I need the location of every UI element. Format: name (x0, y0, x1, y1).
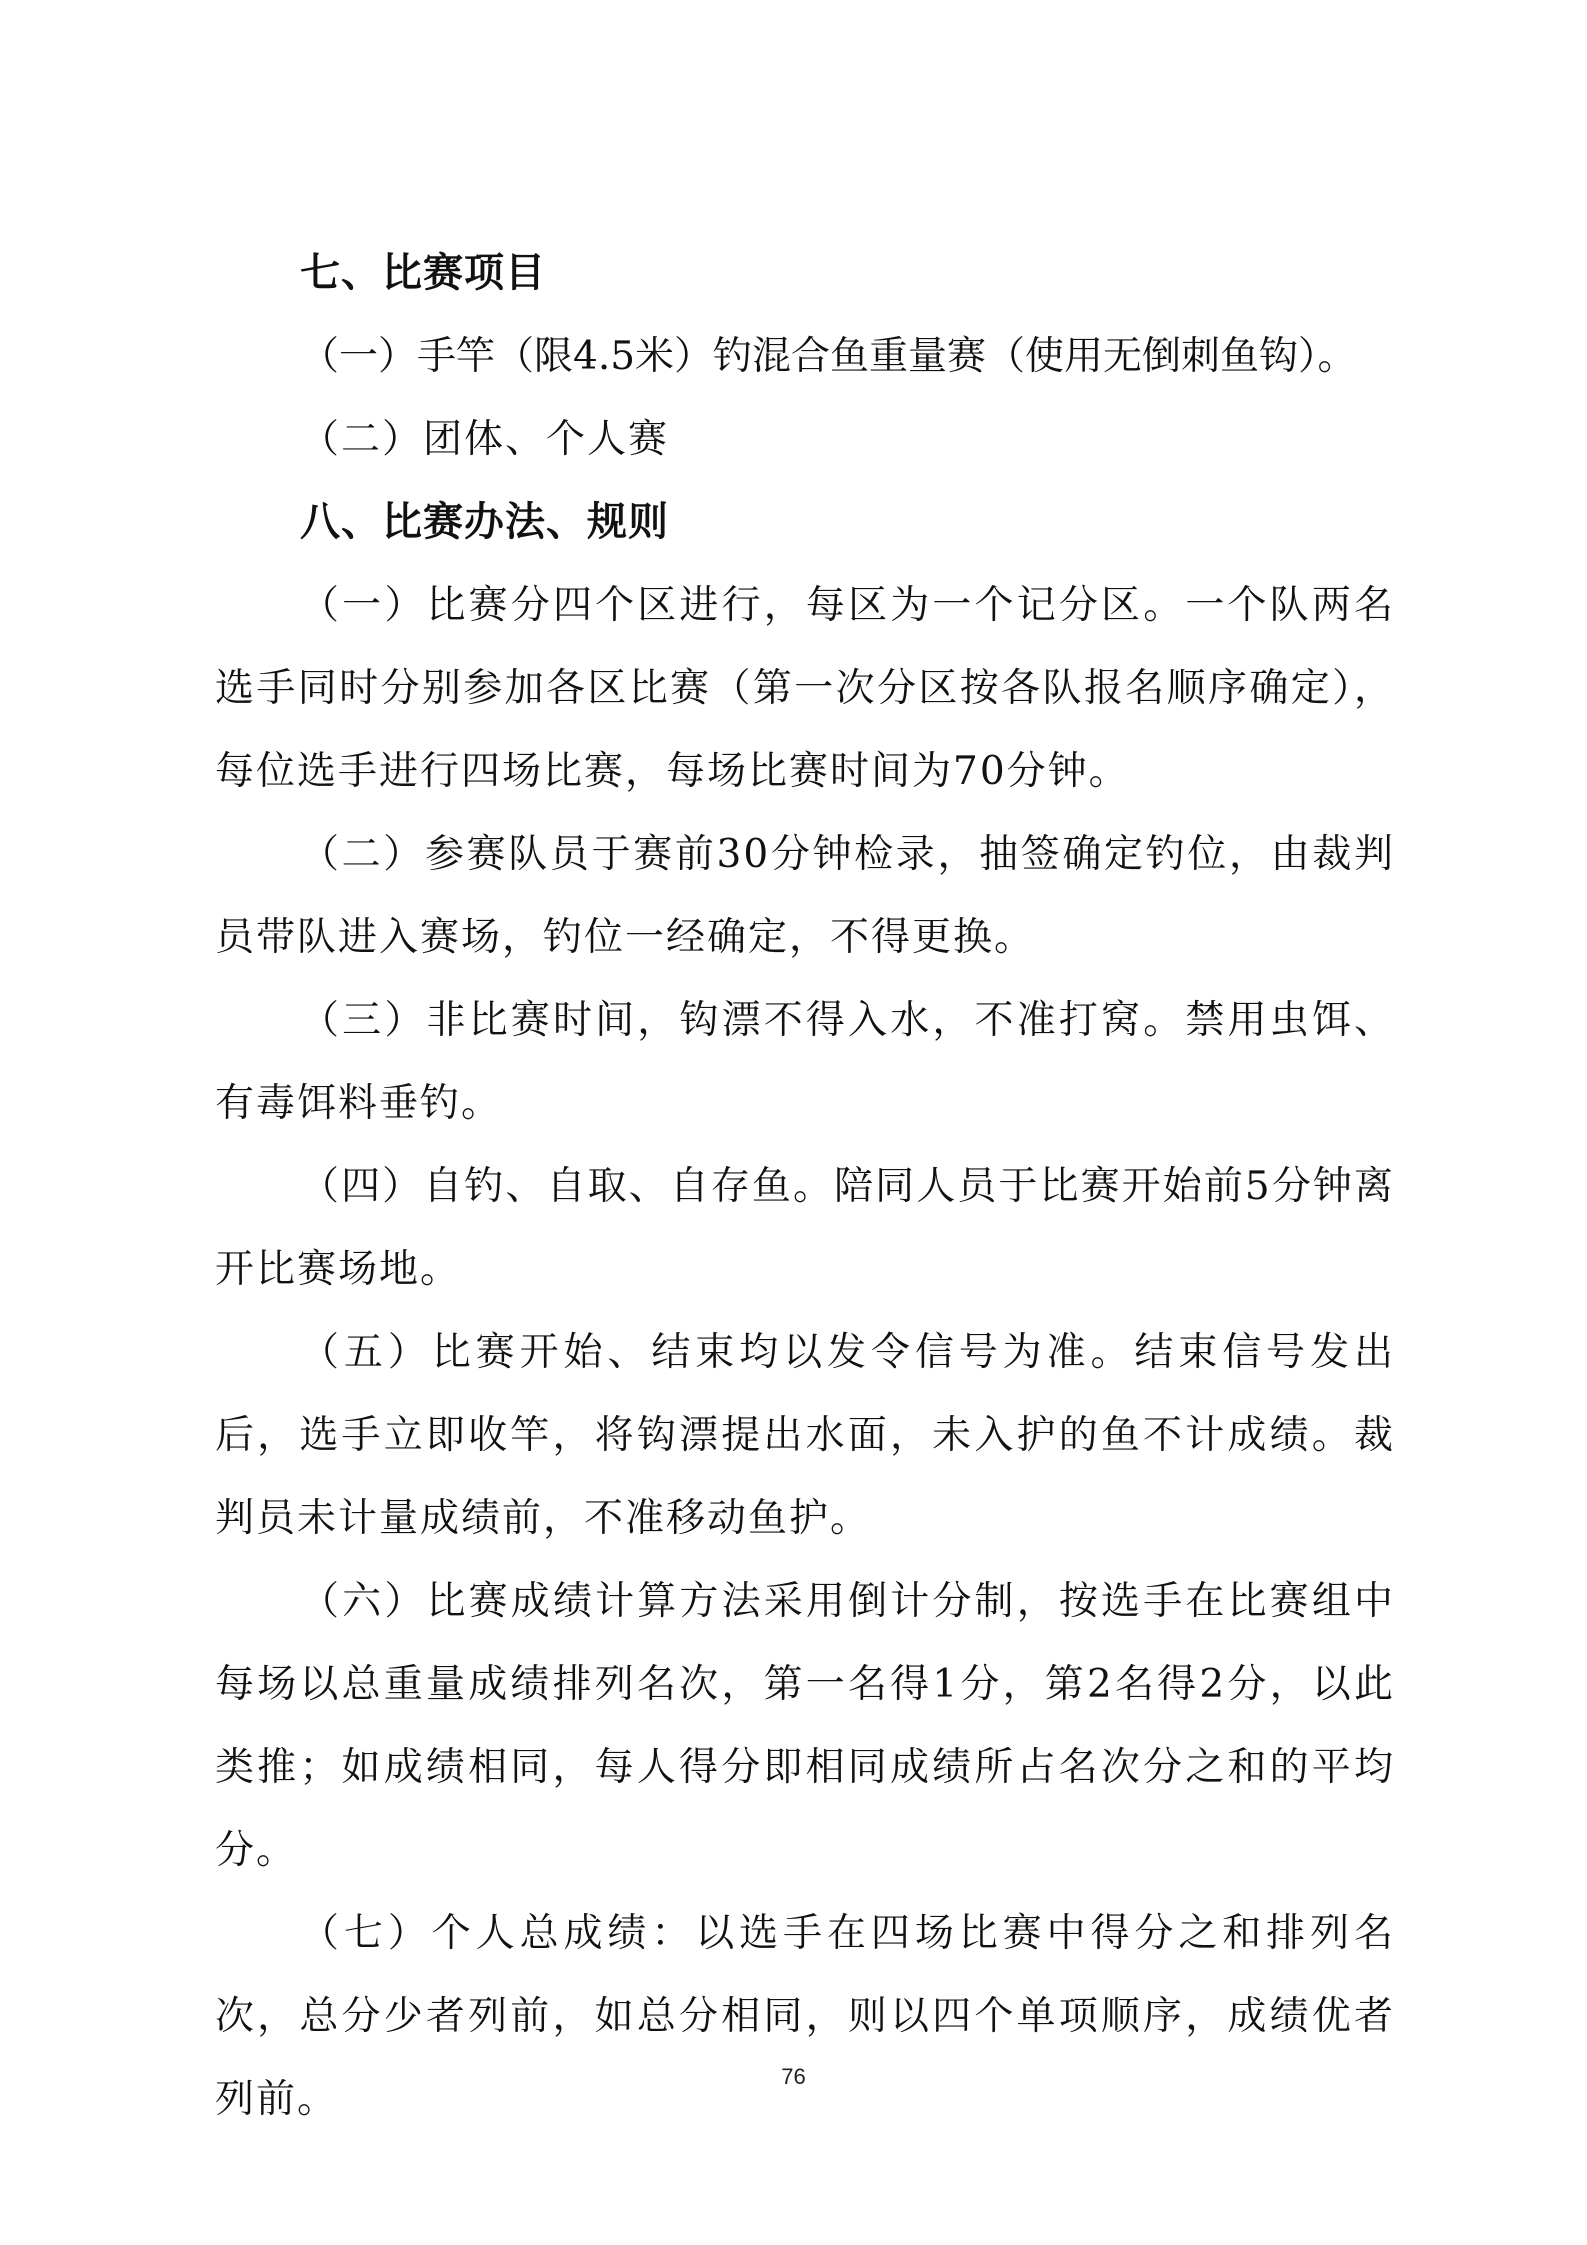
paragraph-rule-6: （六）比赛成绩计算方法采用倒计分制，按选手在比赛组中每场以总重量成绩排列名次，第一名得1分，第2名得2分，以此类推；如成绩相同，每人得分即相同成绩所占名次分之和的平均分。 (215, 1579, 1395, 1873)
paragraph-rule-4: （四）自钓、自取、自存鱼。陪同人员于比赛开始前5分钟离开比赛场地。 (215, 1164, 1395, 1292)
section-heading-rules: 八、比赛办法、规则 (300, 499, 669, 545)
page-number: 76 (781, 2064, 806, 2089)
paragraph-team-individual: （二）团体、个人赛 (300, 417, 670, 462)
paragraph-rule-2: （二）参赛队员于赛前30分钟检录，抽签确定钓位，由裁判员带队进入赛场，钓位一经确定，不得更换。 (215, 832, 1395, 960)
paragraph-rule-7: （七）个人总成绩：以选手在四场比赛中得分之和排列名次，总分少者列前，如总分相同，则以四个单项顺序，成绩优者列前。 (215, 1911, 1395, 2122)
paragraph-rule-3: （三）非比赛时间，钩漂不得入水，不准打窝。禁用虫饵、有毒饵料垂钓。 (215, 998, 1395, 1126)
section-heading-competition-events: 七、比赛项目 (300, 250, 546, 296)
paragraph-event-type: （一）手竿（限4.5米）钓混合鱼重量赛（使用无倒刺鱼钩）。 (300, 334, 1357, 379)
paragraph-rule-5: （五）比赛开始、结束均以发令信号为准。结束信号发出后，选手立即收竿，将钩漂提出水面，未入护的鱼不计成绩。裁判员未计量成绩前，不准移动鱼护。 (215, 1330, 1395, 1541)
page-content (215, 232, 1395, 2141)
paragraph-rule-1: （一）比赛分四个区进行，每区为一个记分区。一个队两名选手同时分别参加各区比赛（第一次分区按各队报名顺序确定），每位选手进行四场比赛，每场比赛时间为70分钟。 (215, 583, 1395, 794)
